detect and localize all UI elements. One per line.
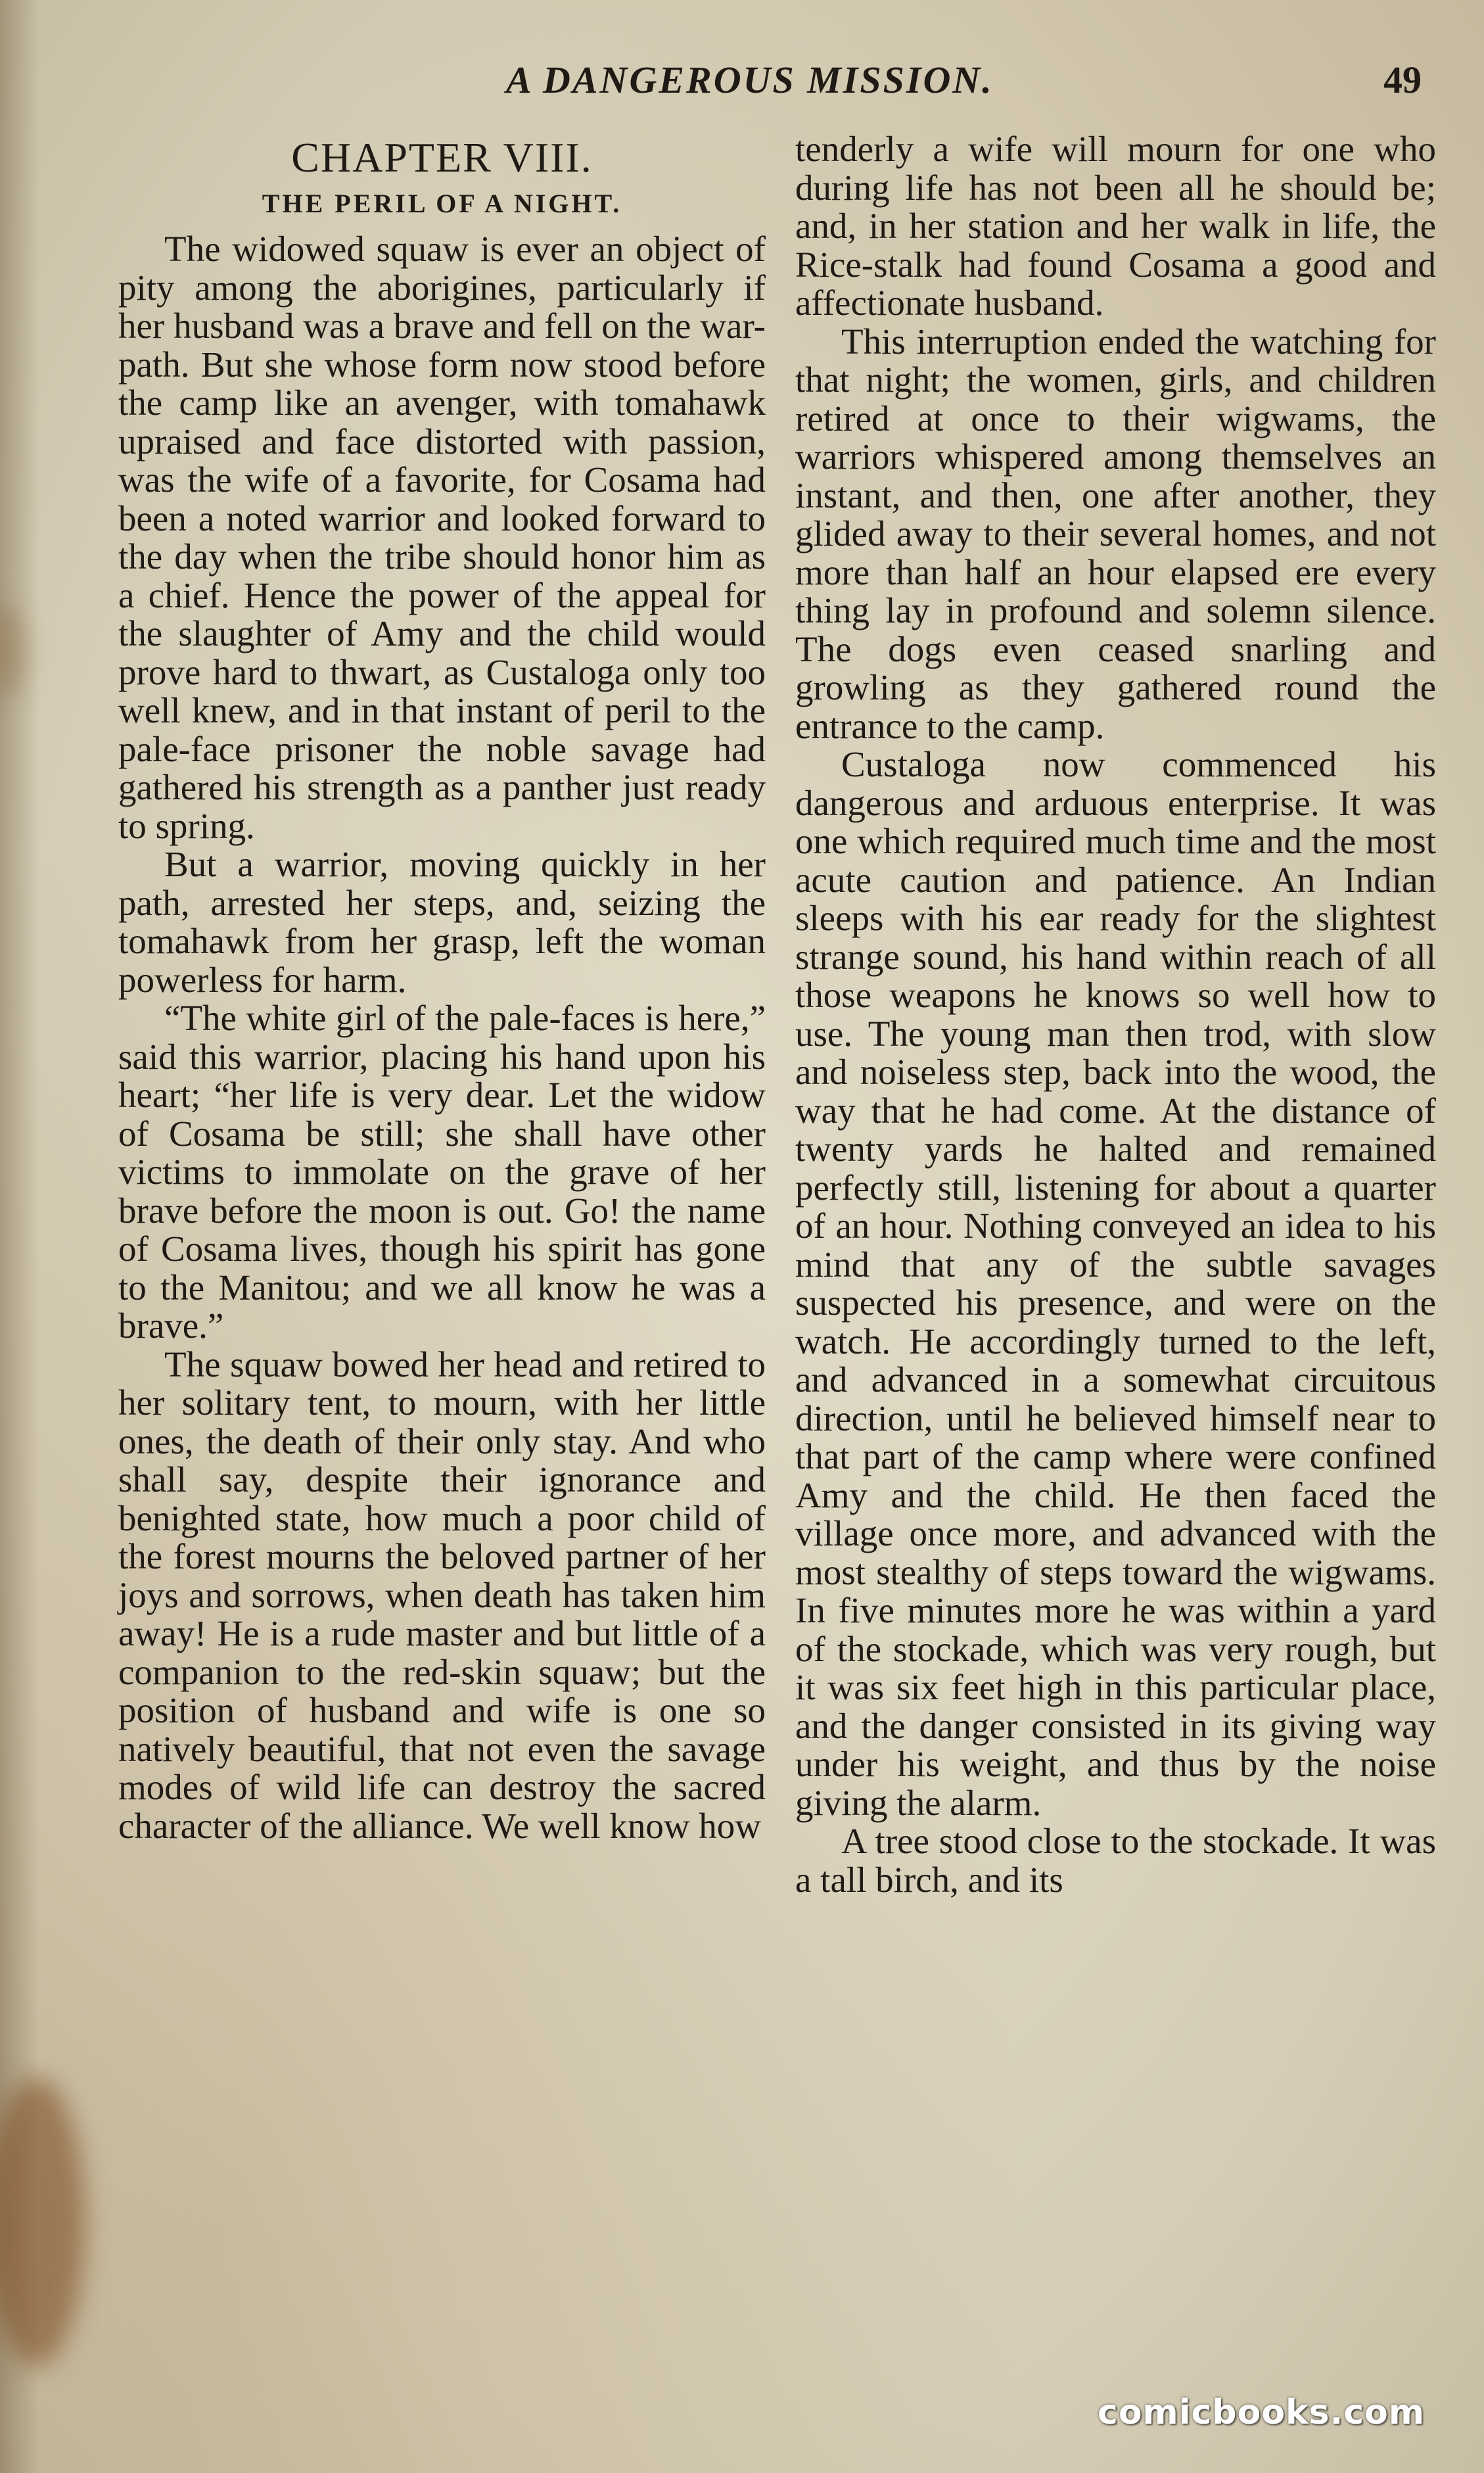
water-stain xyxy=(0,2077,85,2367)
paragraph: “The white girl of the pale-faces is here,” said this warrior, placing his hand upon his heart; “her life is very dear. Let the widow of Cosama be still; she shall have other victims to immolate on the grave of her brave before the moon is out. Go! the name of Cosama lives, though his spirit has gone to the Manitou; and we all know he was a brave.” xyxy=(118,998,766,1346)
running-head: A DANGEROUS MISSION. xyxy=(506,59,994,101)
paragraph: Custaloga now commenced his dangerous and arduous enterprise. It was one which required much time and the most acute caution and patience. An Indian sleeps with his ear ready for the slightest strange sound, his hand within reach of all those weapons he knows so well how to use. The young man then trod, with slow and noiseless step, back into the wood, the way that he had come. At the distance of twenty yards he halted and remained perfectly still, listening for about a quarter of an hour. Nothing conveyed an idea to his mind that any of the subtle savages suspected his presence, and were on the watch. He accordingly turned to the left, and advanced in a somewhat circuitous direction, until he believed himself near to that part of the camp where were confined Amy and the child. He then faced the village once more, and advanced with the most stealthy of steps toward the wigwams. In five minutes more he was within a yard of the stockade, which was very rough, but it was six feet high in this particular place, and the danger consisted in its giving way under his weight, and thus by the noise giving the alarm. xyxy=(795,744,1436,1823)
paragraph: The squaw bowed her head and retired to her solitary tent, to mourn, with her little ones, the death of their only stay. And who shall say, despite their ignorance and benighted state, how much a poor child of the forest mourns the beloved partner of her joys and sorrows, when death has taken him away! He is a rude master and but little of a companion to the red-skin squaw; but the position of husband and wife is one so natively beautiful, that not even the savage modes of wild life can destroy the sacred character of the alliance. We well know how xyxy=(118,1344,766,1846)
right-column xyxy=(795,130,1436,1899)
paragraph: This interruption ended the watching for that night; the women, girls, and children retired at once to their wigwams, the warriors whispered among themselves an instant, and then, one after another, they glided away to their several homes, and not more than half an hour elapsed ere every thing lay in profound and solemn silence. The dogs even ceased snarling and growling as they gathered round the entrance to the camp. xyxy=(795,321,1436,746)
paragraph: But a warrior, moving quickly in her path, arrested her steps, and, seizing the tomahawk from her grasp, left the woman powerless for harm. xyxy=(118,844,766,1000)
left-column xyxy=(118,131,766,1845)
page-number: 49 xyxy=(1383,59,1422,101)
chapter-title: CHAPTER VIII. xyxy=(291,134,593,181)
paragraph: The widowed squaw is ever an object of pity among the aborigines, particularly if her husband was a brave and fell on the war-path. But she whose form now stood before the camp like an avenger, with tomahawk upraised and face distorted with passion, was the wife of a favorite, for Cosama had been a noted warrior and looked forward to the day when the tribe should honor him as a chief. Hence the power of the appeal for the slaughter of Amy and the child would prove hard to thwart, as Custaloga only too well knew, and in that instant of peril to the pale-face prisoner the noble savage had gathered his strength as a panther just ready to spring. xyxy=(118,229,766,846)
watermark: comicbooks.com xyxy=(1098,2393,1426,2432)
paragraph: A tree stood close to the stockade. It was a tall birch, and its xyxy=(795,1821,1436,1900)
chapter-subtitle: THE PERIL OF A NIGHT. xyxy=(262,189,622,218)
paragraph-continued: tenderly a wife will mourn for one who during life has not been all he should be; and, in her station and her walk in life, the Rice-stalk had found Cosama a good and affectionate husband. xyxy=(795,129,1436,323)
